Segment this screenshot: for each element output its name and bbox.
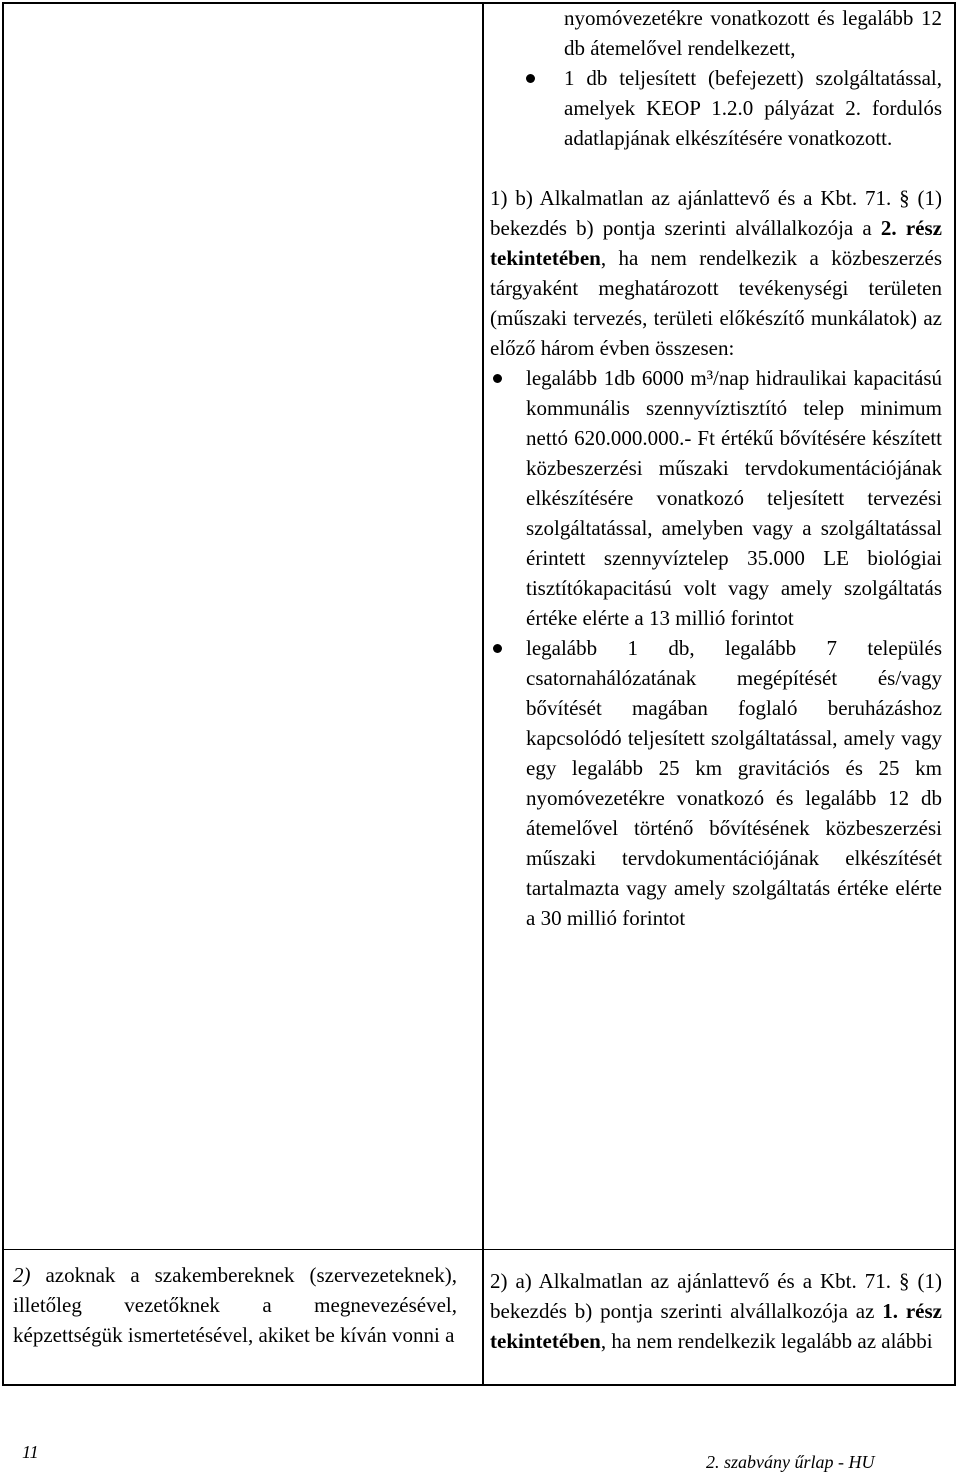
list-item: 1 db teljesített (befejezett) szolgáltatással, amelyek KEOP 1.2.0 pályázat 2. fordulós adatlapjának elkészítésére vonatkozott. <box>490 63 942 153</box>
row-divider <box>4 1249 954 1250</box>
left-bottom-cell <box>13 1260 457 1350</box>
right-top-cell <box>490 3 942 933</box>
keop-list <box>490 63 942 153</box>
list-item: legalább 1db 6000 m³/nap hidraulikai kapacitású kommunális szennyvíztisztító telep minimum nettó 620.000.000.- Ft értékű bővítésére készített közbeszerzési műszaki tervdokumentációjának elkészítésére vonatkozó teljesített tervezési szolgáltatással, amelyben vagy a szolgáltatással érintett szennyvíztelep 35.000 LE biológiai tisztítókapacitású volt vagy amely szolgáltatás értéke elérte a 13 millió forintot <box>490 363 942 633</box>
bullet-icon <box>493 644 502 653</box>
right-bottom-cell <box>490 1266 942 1356</box>
form-name: 2. szabvány űrlap - HU <box>706 1452 875 1472</box>
requirements-list <box>490 363 942 933</box>
list-item: legalább 1 db, legalább 7 település csatornahálózatának megépítését és/vagy bővítését magában foglaló beruházáshoz kapcsolódó teljesített szolgáltatással, amely vagy egy legalább 25 km gravitációs és 25 km nyomóvezetékre vonatkozó és legalább 12 db átemelővel történő bővítésének közbeszerzési műszaki tervdokumentációjának elkészítését tartalmazta vagy amely szolgáltatás értéke elérte a 30 millió forintot <box>490 633 942 933</box>
bullet-icon <box>526 74 535 83</box>
bullet-icon <box>493 374 502 383</box>
paragraph-2a: 2) a) Alkalmatlan az ajánlattevő és a Kbt. 71. § (1) bekezdés b) pontja szerinti alvállalkozója az 1. rész tekintetében, ha nem rendelkezik legalább az alábbi <box>490 1269 942 1353</box>
paragraph-2: 2) azoknak a szakembereknek (szervezeteknek), illetőleg vezetőknek a megnevezésével, képzettségük ismertetésével, akiket be kíván vonni a <box>13 1263 457 1347</box>
continued-text: nyomóvezetékre vonatkozott és legalább 12 db átemelővel rendelkezett, <box>564 6 942 60</box>
column-divider <box>482 4 484 1384</box>
paragraph-1b: 1) b) Alkalmatlan az ajánlattevő és a Kbt. 71. § (1) bekezdés b) pontja szerinti alvállalkozója a 2. rész tekintetében, ha nem rendelkezik a közbeszerzés tárgyaként meghatározott tevékenységi területen (műszaki tervezés, területi előkészítő munkálatok) az előző három évben összesen: <box>490 186 942 360</box>
page-number: 11 <box>22 1442 39 1462</box>
